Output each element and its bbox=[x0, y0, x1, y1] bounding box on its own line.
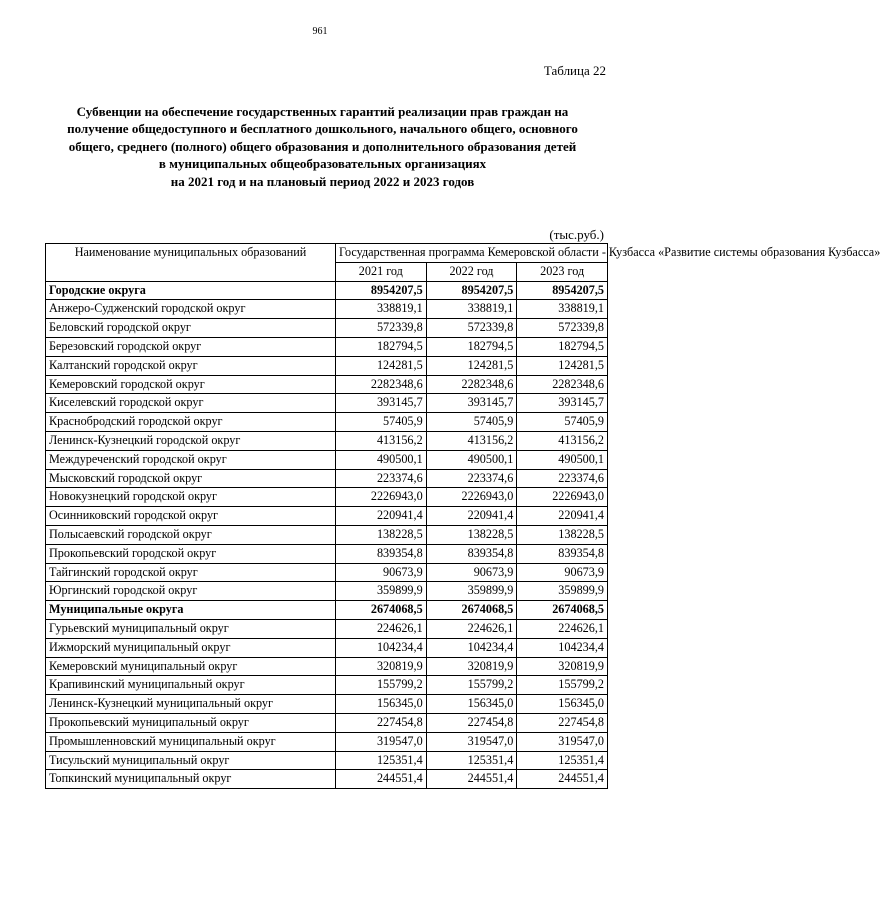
amount-2021: 182794,5 bbox=[336, 337, 427, 356]
amount-2023: 490500,1 bbox=[517, 450, 608, 469]
municipality-name: Березовский городской округ bbox=[46, 337, 336, 356]
table-body bbox=[46, 281, 608, 789]
table-row bbox=[46, 770, 608, 789]
amount-2023: 104234,4 bbox=[517, 638, 608, 657]
amount-2023: 182794,5 bbox=[517, 337, 608, 356]
year-header-2021: 2021 год bbox=[336, 262, 427, 281]
document-title bbox=[40, 103, 605, 190]
amount-2022: 572339,8 bbox=[426, 319, 517, 338]
amount-2023: 320819,9 bbox=[517, 657, 608, 676]
name-column-header: Наименование муниципальных образований bbox=[46, 244, 336, 282]
amount-2021: 156345,0 bbox=[336, 695, 427, 714]
amount-2022: 125351,4 bbox=[426, 751, 517, 770]
municipality-name: Прокопьевский муниципальный округ bbox=[46, 713, 336, 732]
municipality-name: Ленинск-Кузнецкий городской округ bbox=[46, 431, 336, 450]
table-row bbox=[46, 713, 608, 732]
table-row bbox=[46, 638, 608, 657]
municipality-name: Кемеровский муниципальный округ bbox=[46, 657, 336, 676]
amount-2021: 155799,2 bbox=[336, 676, 427, 695]
amount-2023: 223374,6 bbox=[517, 469, 608, 488]
amount-2022: 224626,1 bbox=[426, 619, 517, 638]
amount-2022: 2674068,5 bbox=[426, 601, 517, 620]
amount-2023: 125351,4 bbox=[517, 751, 608, 770]
amount-2022: 104234,4 bbox=[426, 638, 517, 657]
municipality-name: Ижморский муниципальный округ bbox=[46, 638, 336, 657]
table-row bbox=[46, 732, 608, 751]
municipality-name: Юргинский городской округ bbox=[46, 582, 336, 601]
amount-2021: 104234,4 bbox=[336, 638, 427, 657]
amount-2021: 320819,9 bbox=[336, 657, 427, 676]
program-column-header: Государственная программа Кемеровской области - Кузбасса «Развитие системы образования Кузбасса» bbox=[336, 244, 608, 263]
table-row bbox=[46, 431, 608, 450]
municipality-name: Топкинский муниципальный округ bbox=[46, 770, 336, 789]
municipality-name: Прокопьевский городской округ bbox=[46, 544, 336, 563]
table-row bbox=[46, 469, 608, 488]
table-row bbox=[46, 525, 608, 544]
amount-2022: 8954207,5 bbox=[426, 281, 517, 300]
amount-2021: 319547,0 bbox=[336, 732, 427, 751]
municipality-name: Калтанский городской округ bbox=[46, 356, 336, 375]
amount-2021: 2226943,0 bbox=[336, 488, 427, 507]
amount-2023: 156345,0 bbox=[517, 695, 608, 714]
amount-2023: 155799,2 bbox=[517, 676, 608, 695]
subsidy-table bbox=[45, 243, 880, 789]
title-line: на 2021 год и на плановый период 2022 и 2023 годов bbox=[170, 173, 475, 189]
amount-2022: 2282348,6 bbox=[426, 375, 517, 394]
table-row bbox=[46, 695, 608, 714]
municipality-name: Тайгинский городской округ bbox=[46, 563, 336, 582]
amount-2021: 490500,1 bbox=[336, 450, 427, 469]
table-row bbox=[46, 375, 608, 394]
table-row bbox=[46, 751, 608, 770]
municipality-name: Тисульский муниципальный округ bbox=[46, 751, 336, 770]
amount-2023: 839354,8 bbox=[517, 544, 608, 563]
title-line: Субвенции на обеспечение государственных гарантий реализации прав граждан на bbox=[76, 104, 569, 119]
amount-2022: 227454,8 bbox=[426, 713, 517, 732]
amount-2022: 320819,9 bbox=[426, 657, 517, 676]
amount-2023: 57405,9 bbox=[517, 413, 608, 432]
amount-2022: 319547,0 bbox=[426, 732, 517, 751]
amount-2021: 220941,4 bbox=[336, 507, 427, 526]
title-line: общего, среднего (полного) общего образования и дополнительного образования детей bbox=[68, 138, 577, 154]
title-line: в муниципальных общеобразовательных организациях bbox=[158, 156, 487, 172]
amount-2021: 2674068,5 bbox=[336, 601, 427, 620]
amount-2023: 2282348,6 bbox=[517, 375, 608, 394]
municipality-name: Ленинск-Кузнецкий муниципальный округ bbox=[46, 695, 336, 714]
table-number: Таблица 22 bbox=[543, 63, 606, 78]
municipality-name: Гурьевский муниципальный округ bbox=[46, 619, 336, 638]
amount-2021: 359899,9 bbox=[336, 582, 427, 601]
table-row bbox=[46, 300, 608, 319]
table-row bbox=[46, 657, 608, 676]
amount-2023: 244551,4 bbox=[517, 770, 608, 789]
municipality-name: Анжеро-Судженский городской округ bbox=[46, 300, 336, 319]
municipality-name: Новокузнецкий городской округ bbox=[46, 488, 336, 507]
municipality-name: Муниципальные округа bbox=[46, 601, 336, 620]
amount-2021: 393145,7 bbox=[336, 394, 427, 413]
amount-2023: 338819,1 bbox=[517, 300, 608, 319]
amount-2023: 2674068,5 bbox=[517, 601, 608, 620]
table-row bbox=[46, 544, 608, 563]
amount-2023: 359899,9 bbox=[517, 582, 608, 601]
amount-2022: 393145,7 bbox=[426, 394, 517, 413]
amount-2022: 138228,5 bbox=[426, 525, 517, 544]
title-line: получение общедоступного и бесплатного дошкольного, начального общего, основного bbox=[67, 121, 578, 137]
amount-2023: 227454,8 bbox=[517, 713, 608, 732]
amount-2021: 338819,1 bbox=[336, 300, 427, 319]
amount-2022: 223374,6 bbox=[426, 469, 517, 488]
table-row bbox=[46, 488, 608, 507]
amount-2023: 393145,7 bbox=[517, 394, 608, 413]
table-group-row bbox=[46, 601, 608, 620]
amount-2023: 124281,5 bbox=[517, 356, 608, 375]
amount-2022: 2226943,0 bbox=[426, 488, 517, 507]
table-row bbox=[46, 319, 608, 338]
table-row bbox=[46, 394, 608, 413]
year-header-2022: 2022 год bbox=[426, 262, 517, 281]
amount-2021: 138228,5 bbox=[336, 525, 427, 544]
amount-2021: 2282348,6 bbox=[336, 375, 427, 394]
amount-2023: 319547,0 bbox=[517, 732, 608, 751]
table-row bbox=[46, 356, 608, 375]
amount-2022: 156345,0 bbox=[426, 695, 517, 714]
amount-2021: 90673,9 bbox=[336, 563, 427, 582]
amount-2021: 57405,9 bbox=[336, 413, 427, 432]
table-header bbox=[46, 244, 880, 282]
table-row bbox=[46, 413, 608, 432]
page-number: 961 bbox=[312, 26, 328, 37]
amount-2023: 2226943,0 bbox=[517, 488, 608, 507]
amount-2022: 220941,4 bbox=[426, 507, 517, 526]
amount-2022: 839354,8 bbox=[426, 544, 517, 563]
amount-2023: 138228,5 bbox=[517, 525, 608, 544]
amount-2022: 124281,5 bbox=[426, 356, 517, 375]
table-row bbox=[46, 563, 608, 582]
municipality-name: Крапивинский муниципальный округ bbox=[46, 676, 336, 695]
amount-2022: 244551,4 bbox=[426, 770, 517, 789]
amount-2022: 182794,5 bbox=[426, 337, 517, 356]
municipality-name: Полысаевский городской округ bbox=[46, 525, 336, 544]
year-header-2023: 2023 год bbox=[517, 262, 608, 281]
table-row bbox=[46, 676, 608, 695]
amount-2023: 220941,4 bbox=[517, 507, 608, 526]
amount-2021: 244551,4 bbox=[336, 770, 427, 789]
units-label: (тыс.руб.) bbox=[549, 227, 604, 242]
amount-2021: 839354,8 bbox=[336, 544, 427, 563]
municipality-name: Краснобродский городской округ bbox=[46, 413, 336, 432]
amount-2021: 223374,6 bbox=[336, 469, 427, 488]
amount-2022: 57405,9 bbox=[426, 413, 517, 432]
amount-2022: 490500,1 bbox=[426, 450, 517, 469]
amount-2023: 224626,1 bbox=[517, 619, 608, 638]
municipality-name: Городские округа bbox=[46, 281, 336, 300]
municipality-name: Промышленновский муниципальный округ bbox=[46, 732, 336, 751]
amount-2022: 155799,2 bbox=[426, 676, 517, 695]
amount-2021: 125351,4 bbox=[336, 751, 427, 770]
municipality-name: Беловский городской округ bbox=[46, 319, 336, 338]
table-row bbox=[46, 507, 608, 526]
amount-2022: 359899,9 bbox=[426, 582, 517, 601]
amount-2021: 227454,8 bbox=[336, 713, 427, 732]
amount-2021: 413156,2 bbox=[336, 431, 427, 450]
amount-2021: 8954207,5 bbox=[336, 281, 427, 300]
amount-2021: 572339,8 bbox=[336, 319, 427, 338]
amount-2022: 413156,2 bbox=[426, 431, 517, 450]
amount-2021: 124281,5 bbox=[336, 356, 427, 375]
table-group-row bbox=[46, 281, 608, 300]
amount-2023: 572339,8 bbox=[517, 319, 608, 338]
table-row bbox=[46, 337, 608, 356]
municipality-name: Осинниковский городской округ bbox=[46, 507, 336, 526]
amount-2023: 8954207,5 bbox=[517, 281, 608, 300]
table-row bbox=[46, 582, 608, 601]
table-row bbox=[46, 619, 608, 638]
municipality-name: Мысковский городской округ bbox=[46, 469, 336, 488]
municipality-name: Кемеровский городской округ bbox=[46, 375, 336, 394]
amount-2021: 224626,1 bbox=[336, 619, 427, 638]
amount-2022: 338819,1 bbox=[426, 300, 517, 319]
table-row bbox=[46, 450, 608, 469]
amount-2023: 90673,9 bbox=[517, 563, 608, 582]
municipality-name: Киселевский городской округ bbox=[46, 394, 336, 413]
amount-2022: 90673,9 bbox=[426, 563, 517, 582]
municipality-name: Междуреченский городской округ bbox=[46, 450, 336, 469]
amount-2023: 413156,2 bbox=[517, 431, 608, 450]
